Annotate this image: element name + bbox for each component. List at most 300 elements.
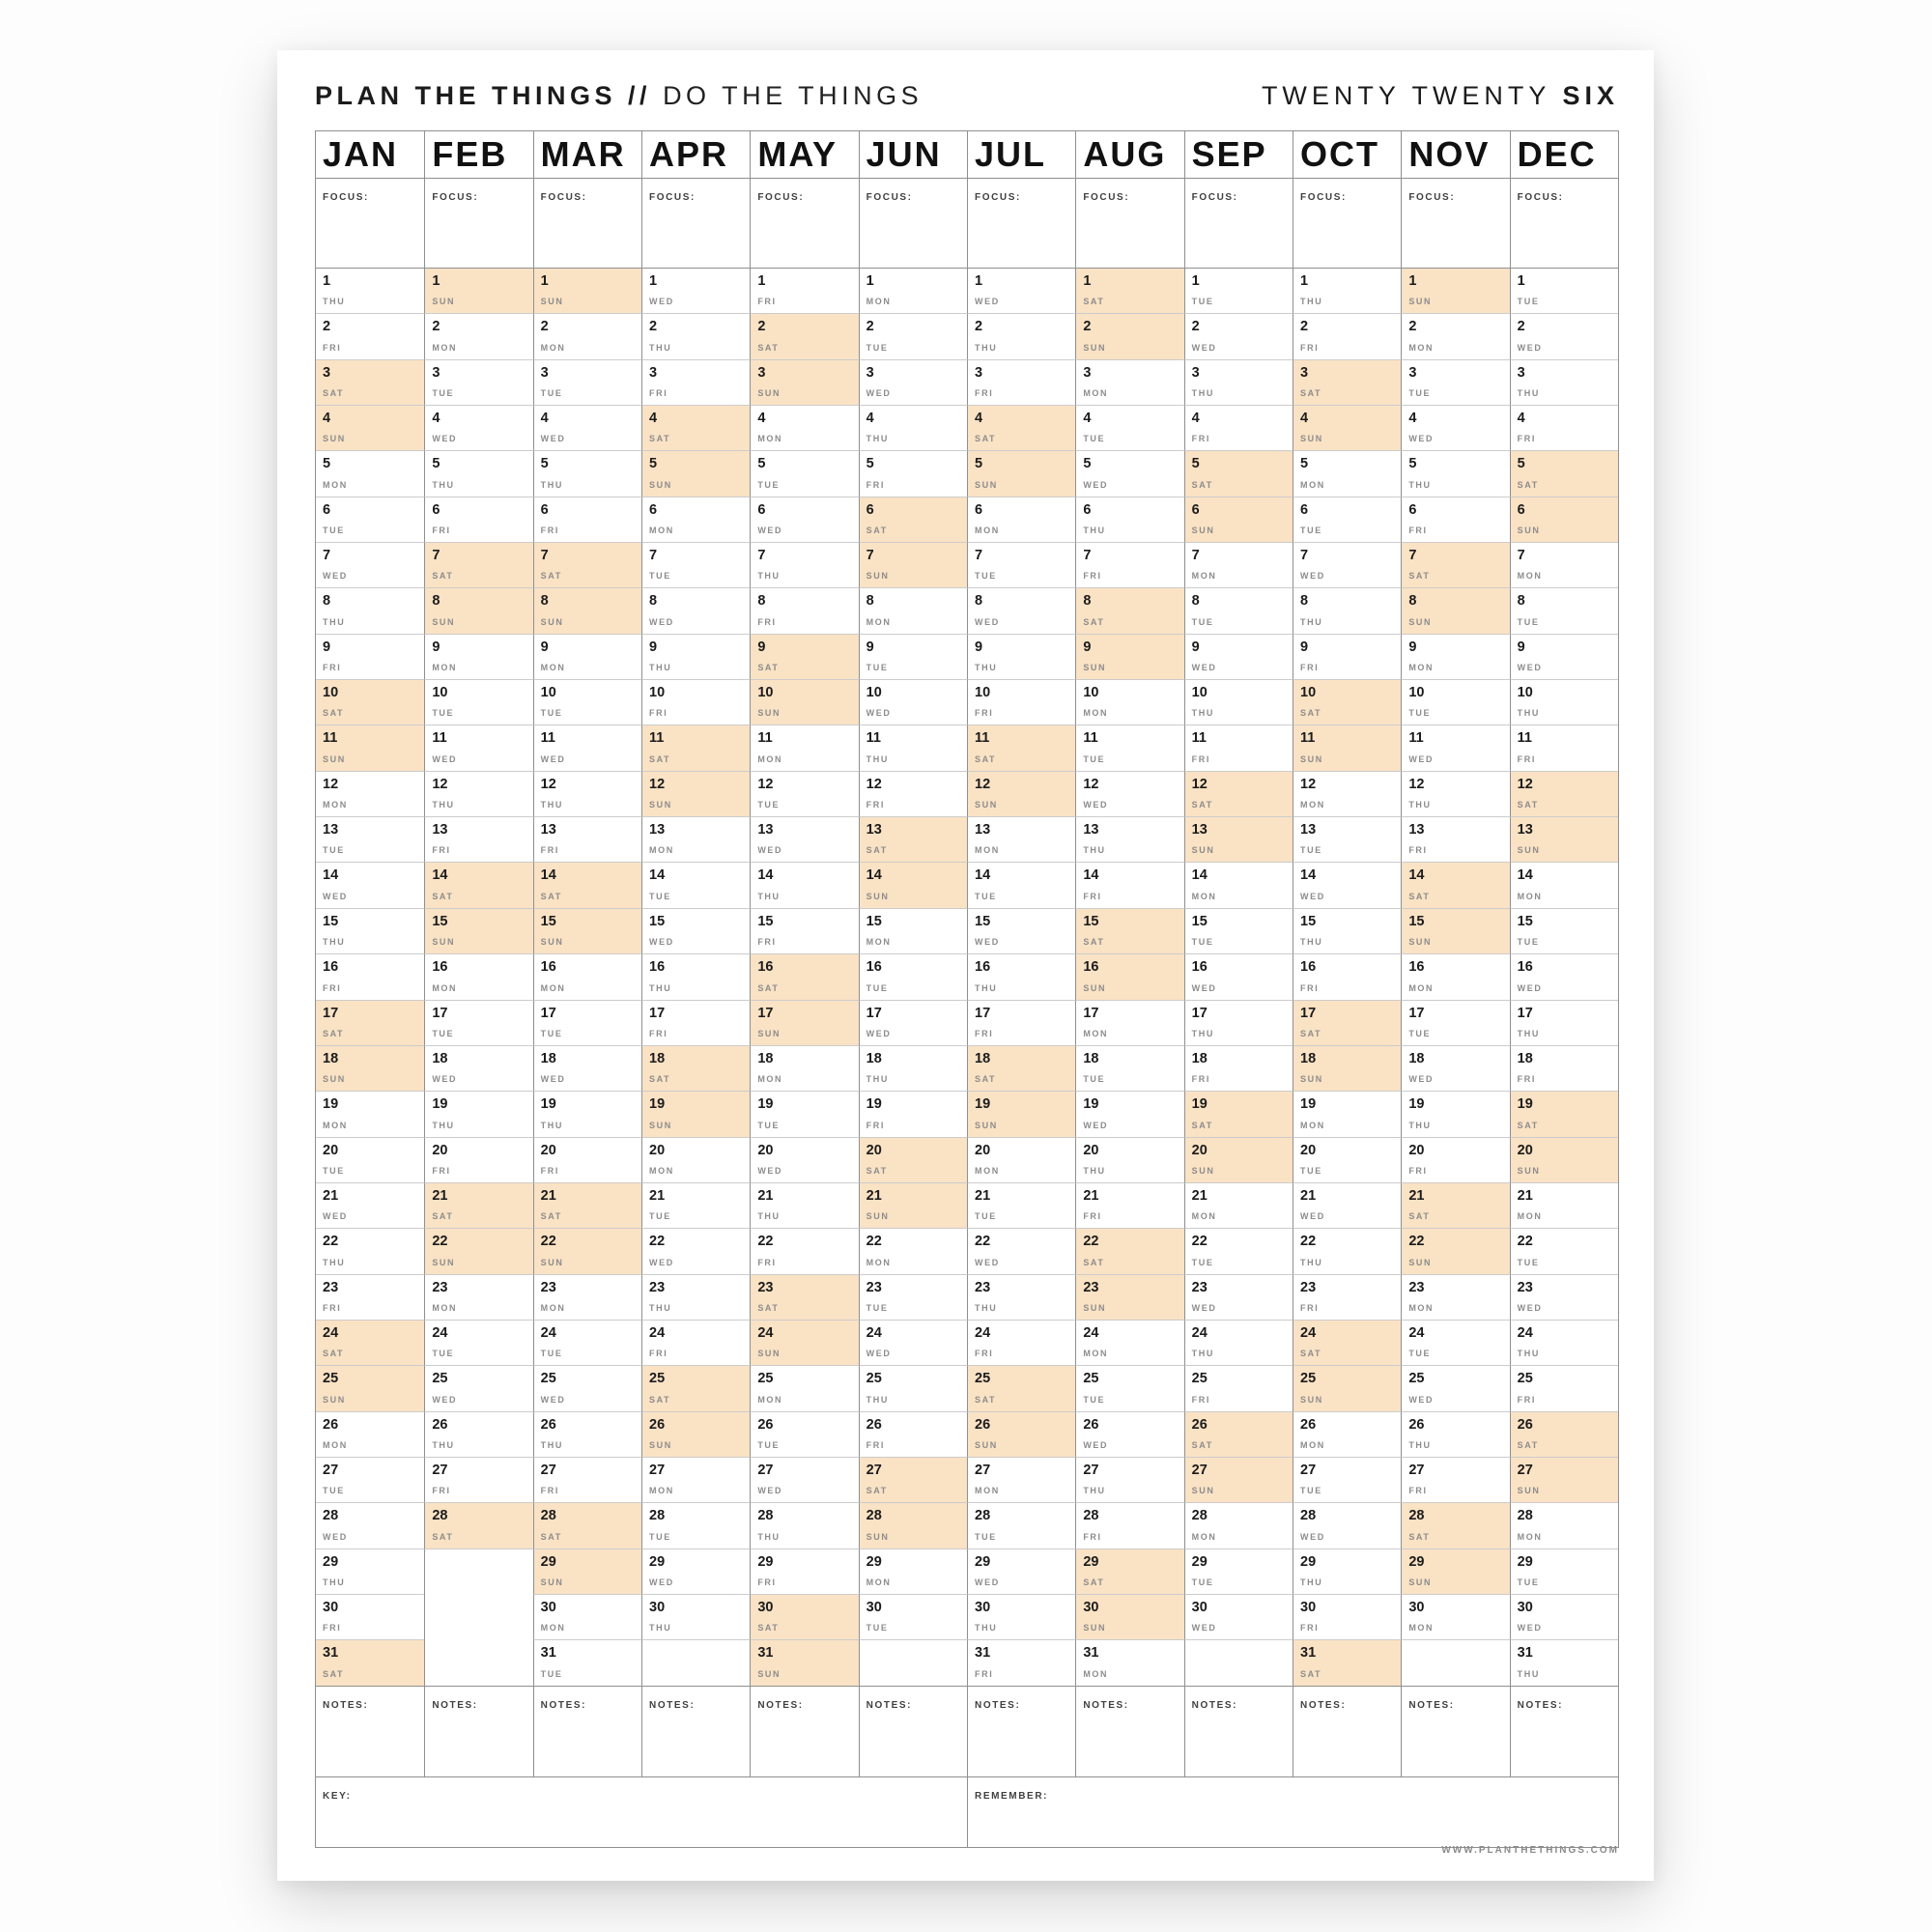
- day-number: 8: [432, 593, 440, 610]
- day-cell-may-31: [750, 1639, 858, 1685]
- day-number: 1: [1517, 273, 1525, 289]
- day-weekday: THU: [975, 663, 998, 673]
- day-weekday: SAT: [432, 1531, 454, 1542]
- notes-cell-apr: [641, 1686, 750, 1776]
- remember-label: REMEMBER:: [975, 1790, 1049, 1802]
- day-weekday: TUE: [757, 479, 781, 490]
- day-cell-feb-23: [424, 1274, 532, 1320]
- day-number: 6: [866, 501, 874, 518]
- day-number: 27: [1083, 1462, 1099, 1478]
- day-number: 4: [1191, 411, 1200, 427]
- day-number: 22: [649, 1234, 666, 1250]
- day-cell-apr-22: [641, 1228, 750, 1273]
- day-weekday: MON: [1517, 1531, 1543, 1542]
- day-cell-apr-21: [641, 1182, 750, 1228]
- day-number: 10: [1191, 685, 1208, 701]
- day-cell-jun-19: [859, 1091, 967, 1136]
- day-cell-feb-18: [424, 1045, 532, 1091]
- day-cell-jan-7: [316, 542, 424, 587]
- day-cell-may-26: [750, 1411, 858, 1457]
- day-weekday: THU: [649, 342, 672, 353]
- day-weekday: SUN: [866, 1211, 890, 1222]
- day-weekday: TUE: [649, 571, 671, 582]
- day-weekday: MON: [540, 1623, 566, 1634]
- day-cell-sep-30: [1184, 1594, 1293, 1639]
- day-cell-jun-13: [859, 816, 967, 862]
- day-weekday: THU: [649, 1623, 672, 1634]
- day-weekday: FRI: [1191, 1394, 1210, 1405]
- day-weekday: FRI: [866, 800, 885, 810]
- month-header-may: [750, 131, 858, 178]
- focus-label: FOCUS:: [1408, 192, 1456, 203]
- day-weekday: SUN: [1300, 1394, 1323, 1405]
- day-number: 10: [1517, 685, 1533, 701]
- day-cell-jan-1: [316, 268, 424, 313]
- day-weekday: FRI: [1191, 1074, 1210, 1085]
- day-number: 1: [975, 273, 983, 289]
- day-weekday: FRI: [757, 1257, 777, 1267]
- day-number: 7: [1408, 548, 1417, 564]
- day-weekday: TUE: [757, 1120, 781, 1130]
- day-weekday: FRI: [757, 1577, 777, 1587]
- day-cell-may-25: [750, 1365, 858, 1410]
- day-cell-oct-20: [1293, 1137, 1401, 1182]
- day-weekday: FRI: [432, 1486, 451, 1496]
- day-weekday: THU: [1083, 1165, 1106, 1176]
- day-weekday: TUE: [1300, 845, 1322, 856]
- day-number: 25: [1408, 1371, 1425, 1387]
- day-cell-mar-18: [533, 1045, 641, 1091]
- day-cell-sep-26: [1184, 1411, 1293, 1457]
- day-cell-mar-22: [533, 1228, 641, 1273]
- day-cell-mar-2: [533, 313, 641, 358]
- day-number: 16: [432, 959, 448, 976]
- day-cell-jun-21: [859, 1182, 967, 1228]
- day-weekday: SAT: [323, 1028, 345, 1038]
- day-weekday: MON: [1191, 1211, 1217, 1222]
- day-weekday: FRI: [757, 297, 777, 307]
- day-weekday: FRI: [649, 388, 668, 399]
- day-weekday: FRI: [975, 1028, 994, 1038]
- day-number: 15: [757, 913, 774, 929]
- day-weekday: FRI: [540, 526, 559, 536]
- day-weekday: THU: [1083, 526, 1106, 536]
- day-number: 2: [649, 319, 658, 335]
- day-cell-jun-11: [859, 724, 967, 770]
- day-cell-jan-22: [316, 1228, 424, 1273]
- day-number: 17: [1083, 1005, 1099, 1021]
- day-weekday: TUE: [975, 891, 997, 901]
- day-number: 27: [757, 1462, 774, 1478]
- day-cell-mar-26: [533, 1411, 641, 1457]
- day-number: 8: [540, 593, 549, 610]
- day-weekday: THU: [1408, 1439, 1432, 1450]
- day-weekday: SAT: [1300, 388, 1322, 399]
- day-number: 8: [757, 593, 766, 610]
- day-weekday: SUN: [1300, 753, 1323, 764]
- day-number: 18: [866, 1050, 882, 1066]
- day-number: 1: [323, 273, 331, 289]
- day-weekday: THU: [1517, 1349, 1540, 1359]
- day-weekday: SAT: [1191, 1439, 1213, 1450]
- day-weekday: MON: [540, 982, 566, 993]
- day-weekday: WED: [649, 616, 674, 627]
- day-weekday: SAT: [1300, 1668, 1322, 1679]
- day-number: 28: [975, 1508, 991, 1524]
- day-cell-feb-13: [424, 816, 532, 862]
- day-number: 25: [1083, 1371, 1099, 1387]
- day-weekday: SUN: [1517, 1165, 1541, 1176]
- day-cell-nov-23: [1401, 1274, 1509, 1320]
- day-number: 16: [323, 959, 339, 976]
- day-number: 14: [432, 867, 448, 884]
- day-cell-oct-9: [1293, 634, 1401, 679]
- day-number: 13: [1083, 822, 1099, 838]
- day-weekday: SUN: [866, 1531, 890, 1542]
- day-weekday: SAT: [1408, 571, 1431, 582]
- day-cell-dec-25: [1510, 1365, 1618, 1410]
- day-number: 6: [540, 501, 549, 518]
- day-number: 9: [432, 639, 440, 655]
- day-number: 21: [323, 1187, 339, 1204]
- day-number: 15: [866, 913, 882, 929]
- day-cell-jan-6: [316, 497, 424, 542]
- day-weekday: SUN: [1517, 526, 1541, 536]
- day-cell-apr-26: [641, 1411, 750, 1457]
- day-cell-sep-28: [1184, 1502, 1293, 1548]
- day-weekday: SUN: [1408, 1257, 1433, 1267]
- day-number: 5: [1083, 456, 1092, 472]
- day-cell-jul-25: [967, 1365, 1075, 1410]
- day-cell-jun-2: [859, 313, 967, 358]
- day-number: 3: [432, 364, 440, 381]
- day-cell-jun-30: [859, 1594, 967, 1639]
- day-number: 19: [1083, 1096, 1099, 1113]
- day-cell-nov-11: [1401, 724, 1509, 770]
- day-number: 29: [323, 1553, 339, 1570]
- focus-label: FOCUS:: [1191, 192, 1238, 203]
- day-cell-aug-8: [1075, 587, 1183, 633]
- day-weekday: TUE: [432, 388, 455, 399]
- notes-label: NOTES:: [975, 1699, 1021, 1711]
- day-number: 2: [757, 319, 766, 335]
- day-cell-mar-10: [533, 679, 641, 724]
- month-label: SEP: [1191, 134, 1267, 174]
- day-number: 4: [1300, 411, 1309, 427]
- day-weekday: WED: [1408, 1074, 1435, 1085]
- day-number: 31: [540, 1645, 556, 1662]
- notes-cell-may: [750, 1686, 858, 1776]
- day-number: 29: [1408, 1553, 1425, 1570]
- day-weekday: THU: [323, 937, 346, 948]
- day-weekday: TUE: [1517, 297, 1540, 307]
- day-number: 5: [432, 456, 440, 472]
- day-weekday: WED: [432, 1074, 458, 1085]
- day-cell-sep-22: [1184, 1228, 1293, 1273]
- day-cell-aug-14: [1075, 862, 1183, 907]
- day-weekday: SAT: [757, 982, 780, 993]
- day-weekday: SAT: [1191, 1120, 1213, 1130]
- day-weekday: SAT: [1191, 479, 1213, 490]
- day-weekday: WED: [1300, 571, 1325, 582]
- day-number: 15: [649, 913, 666, 929]
- day-number: 11: [975, 730, 990, 747]
- day-cell-feb-21: [424, 1182, 532, 1228]
- day-cell-jun-14: [859, 862, 967, 907]
- day-number: 2: [432, 319, 440, 335]
- day-cell-aug-28: [1075, 1502, 1183, 1548]
- poster-title-bold: PLAN THE THINGS: [315, 80, 617, 110]
- day-number: 2: [540, 319, 549, 335]
- day-number: 17: [975, 1005, 991, 1021]
- day-weekday: MON: [432, 982, 458, 993]
- day-number: 26: [432, 1416, 448, 1433]
- day-cell-sep-18: [1184, 1045, 1293, 1091]
- day-cell-jun-27: [859, 1457, 967, 1502]
- day-weekday: TUE: [1083, 434, 1106, 444]
- day-cell-nov-20: [1401, 1137, 1509, 1182]
- day-cell-feb-20: [424, 1137, 532, 1182]
- day-cell-feb-28: [424, 1502, 532, 1548]
- day-cell-dec-28: [1510, 1502, 1618, 1548]
- day-weekday: THU: [1408, 479, 1432, 490]
- day-cell-apr-3: [641, 359, 750, 405]
- day-weekday: TUE: [1083, 753, 1106, 764]
- day-cell-oct-17: [1293, 1000, 1401, 1045]
- day-weekday: SAT: [649, 434, 671, 444]
- day-number: 12: [1300, 776, 1317, 792]
- day-weekday: SAT: [323, 708, 345, 719]
- day-weekday: FRI: [975, 1668, 994, 1679]
- day-cell-feb-19: [424, 1091, 532, 1136]
- day-cell-dec-27: [1510, 1457, 1618, 1502]
- day-weekday: THU: [649, 663, 672, 673]
- day-weekday: TUE: [975, 571, 997, 582]
- day-number: 16: [1300, 959, 1317, 976]
- day-number: 24: [1408, 1324, 1425, 1341]
- day-weekday: FRI: [1300, 342, 1320, 353]
- day-weekday: WED: [649, 937, 674, 948]
- day-number: 29: [1083, 1553, 1099, 1570]
- day-weekday: SAT: [1300, 708, 1322, 719]
- day-weekday: FRI: [1083, 1531, 1102, 1542]
- day-cell-dec-21: [1510, 1182, 1618, 1228]
- day-cell-jan-9: [316, 634, 424, 679]
- day-weekday: FRI: [1300, 982, 1320, 993]
- day-cell-dec-22: [1510, 1228, 1618, 1273]
- day-weekday: SAT: [866, 1165, 888, 1176]
- day-cell-jul-19: [967, 1091, 1075, 1136]
- day-number: 22: [975, 1234, 991, 1250]
- day-cell-feb-10: [424, 679, 532, 724]
- day-weekday: FRI: [866, 1120, 885, 1130]
- day-weekday: THU: [432, 800, 455, 810]
- day-cell-sep-21: [1184, 1182, 1293, 1228]
- day-cell-jun-5: [859, 450, 967, 496]
- day-cell-jan-24: [316, 1320, 424, 1365]
- day-number: 4: [323, 411, 331, 427]
- day-number: 24: [866, 1324, 882, 1341]
- day-cell-mar-27: [533, 1457, 641, 1502]
- day-weekday: WED: [1191, 982, 1217, 993]
- day-number: 21: [1517, 1187, 1533, 1204]
- day-weekday: FRI: [757, 937, 777, 948]
- day-cell-dec-14: [1510, 862, 1618, 907]
- day-cell-sep-11: [1184, 724, 1293, 770]
- day-cell-jan-23: [316, 1274, 424, 1320]
- calendar-poster: [277, 50, 1654, 1881]
- day-number: 16: [1191, 959, 1208, 976]
- day-weekday: SUN: [649, 479, 672, 490]
- day-cell-apr-15: [641, 908, 750, 953]
- day-cell-sep-3: [1184, 359, 1293, 405]
- day-number: 14: [649, 867, 666, 884]
- day-number: 16: [975, 959, 991, 976]
- day-cell-nov-17: [1401, 1000, 1509, 1045]
- day-number: 20: [323, 1142, 339, 1158]
- day-number: 28: [757, 1508, 774, 1524]
- day-cell-jun-26: [859, 1411, 967, 1457]
- day-number: 1: [540, 273, 549, 289]
- day-weekday: THU: [975, 982, 998, 993]
- day-number: 20: [866, 1142, 882, 1158]
- day-cell-sep-17: [1184, 1000, 1293, 1045]
- day-cell-oct-8: [1293, 587, 1401, 633]
- day-number: 11: [757, 730, 773, 747]
- day-weekday: THU: [757, 1531, 781, 1542]
- day-cell-oct-10: [1293, 679, 1401, 724]
- day-number: 4: [1408, 411, 1417, 427]
- day-weekday: SUN: [649, 1439, 672, 1450]
- day-weekday: THU: [866, 1394, 889, 1405]
- day-number: 9: [975, 639, 983, 655]
- day-cell-feb-26: [424, 1411, 532, 1457]
- day-cell-feb-2: [424, 313, 532, 358]
- day-number: 28: [540, 1508, 556, 1524]
- day-number: 3: [1191, 364, 1200, 381]
- day-number: 15: [1300, 913, 1317, 929]
- focus-cell-apr: [641, 178, 750, 268]
- day-number: 10: [757, 685, 774, 701]
- month-header-jan: [316, 131, 424, 178]
- day-number: 14: [1408, 867, 1425, 884]
- day-number: 23: [1300, 1279, 1317, 1295]
- day-number: 8: [649, 593, 658, 610]
- day-cell-jul-7: [967, 542, 1075, 587]
- day-cell-apr-20: [641, 1137, 750, 1182]
- day-number: 2: [975, 319, 983, 335]
- day-number: 2: [1083, 319, 1092, 335]
- day-cell-aug-15: [1075, 908, 1183, 953]
- day-number: 30: [1300, 1599, 1317, 1615]
- day-number: 6: [1083, 501, 1092, 518]
- day-number: 22: [540, 1234, 556, 1250]
- day-number: 26: [1300, 1416, 1317, 1433]
- day-cell-dec-6: [1510, 497, 1618, 542]
- day-cell-feb-17: [424, 1000, 532, 1045]
- day-cell-mar-30: [533, 1594, 641, 1639]
- day-number: 11: [1408, 730, 1424, 747]
- day-number: 23: [1408, 1279, 1425, 1295]
- day-cell-may-13: [750, 816, 858, 862]
- day-cell-dec-7: [1510, 542, 1618, 587]
- day-cell-jun-25: [859, 1365, 967, 1410]
- day-number: 11: [649, 730, 665, 747]
- day-weekday: FRI: [866, 1439, 885, 1450]
- day-weekday: TUE: [649, 1211, 671, 1222]
- day-weekday: WED: [323, 571, 348, 582]
- day-number: 20: [1083, 1142, 1099, 1158]
- day-cell-mar-13: [533, 816, 641, 862]
- day-weekday: FRI: [649, 708, 668, 719]
- day-cell-sep-4: [1184, 405, 1293, 450]
- day-number: 22: [866, 1234, 882, 1250]
- day-cell-mar-23: [533, 1274, 641, 1320]
- day-weekday: FRI: [1408, 1486, 1428, 1496]
- day-cell-oct-12: [1293, 771, 1401, 816]
- day-cell-apr-4: [641, 405, 750, 450]
- day-weekday: SUN: [757, 1349, 781, 1359]
- day-weekday: THU: [323, 616, 346, 627]
- day-number: 6: [1408, 501, 1417, 518]
- day-weekday: THU: [1191, 708, 1214, 719]
- month-header-nov: [1401, 131, 1509, 178]
- day-weekday: WED: [866, 1028, 892, 1038]
- day-weekday: TUE: [1300, 1165, 1322, 1176]
- day-weekday: WED: [757, 1165, 783, 1176]
- day-cell-nov-6: [1401, 497, 1509, 542]
- day-number: 8: [1517, 593, 1525, 610]
- notes-cell-nov: [1401, 1686, 1509, 1776]
- day-number: 21: [540, 1187, 556, 1204]
- day-number: 13: [975, 822, 991, 838]
- day-cell-oct-13: [1293, 816, 1401, 862]
- key-box: [316, 1776, 967, 1847]
- focus-cell-aug: [1075, 178, 1183, 268]
- day-weekday: SUN: [323, 434, 346, 444]
- day-number: 1: [1191, 273, 1200, 289]
- day-cell-mar-17: [533, 1000, 641, 1045]
- focus-label: FOCUS:: [1083, 192, 1130, 203]
- day-number: 11: [1300, 730, 1316, 747]
- focus-cell-oct: [1293, 178, 1401, 268]
- day-number: 17: [866, 1005, 882, 1021]
- day-weekday: TUE: [323, 526, 345, 536]
- day-number: 14: [540, 867, 556, 884]
- day-cell-oct-3: [1293, 359, 1401, 405]
- day-weekday: SAT: [1083, 1577, 1105, 1587]
- day-number: 31: [1517, 1645, 1533, 1662]
- day-cell-sep-14: [1184, 862, 1293, 907]
- day-number: 5: [1191, 456, 1200, 472]
- day-weekday: THU: [866, 753, 889, 764]
- day-weekday: MON: [1517, 891, 1543, 901]
- day-number: 18: [323, 1050, 339, 1066]
- day-number: 10: [323, 685, 339, 701]
- day-cell-aug-7: [1075, 542, 1183, 587]
- day-number: 26: [1408, 1416, 1425, 1433]
- day-cell-may-30: [750, 1594, 858, 1639]
- day-weekday: WED: [649, 297, 674, 307]
- day-weekday: SAT: [432, 891, 454, 901]
- day-cell-jun-10: [859, 679, 967, 724]
- day-cell-jul-23: [967, 1274, 1075, 1320]
- day-cell-jul-30: [967, 1594, 1075, 1639]
- day-number: 9: [757, 639, 766, 655]
- day-cell-nov-4: [1401, 405, 1509, 450]
- day-number: 15: [540, 913, 556, 929]
- day-weekday: SUN: [649, 1120, 672, 1130]
